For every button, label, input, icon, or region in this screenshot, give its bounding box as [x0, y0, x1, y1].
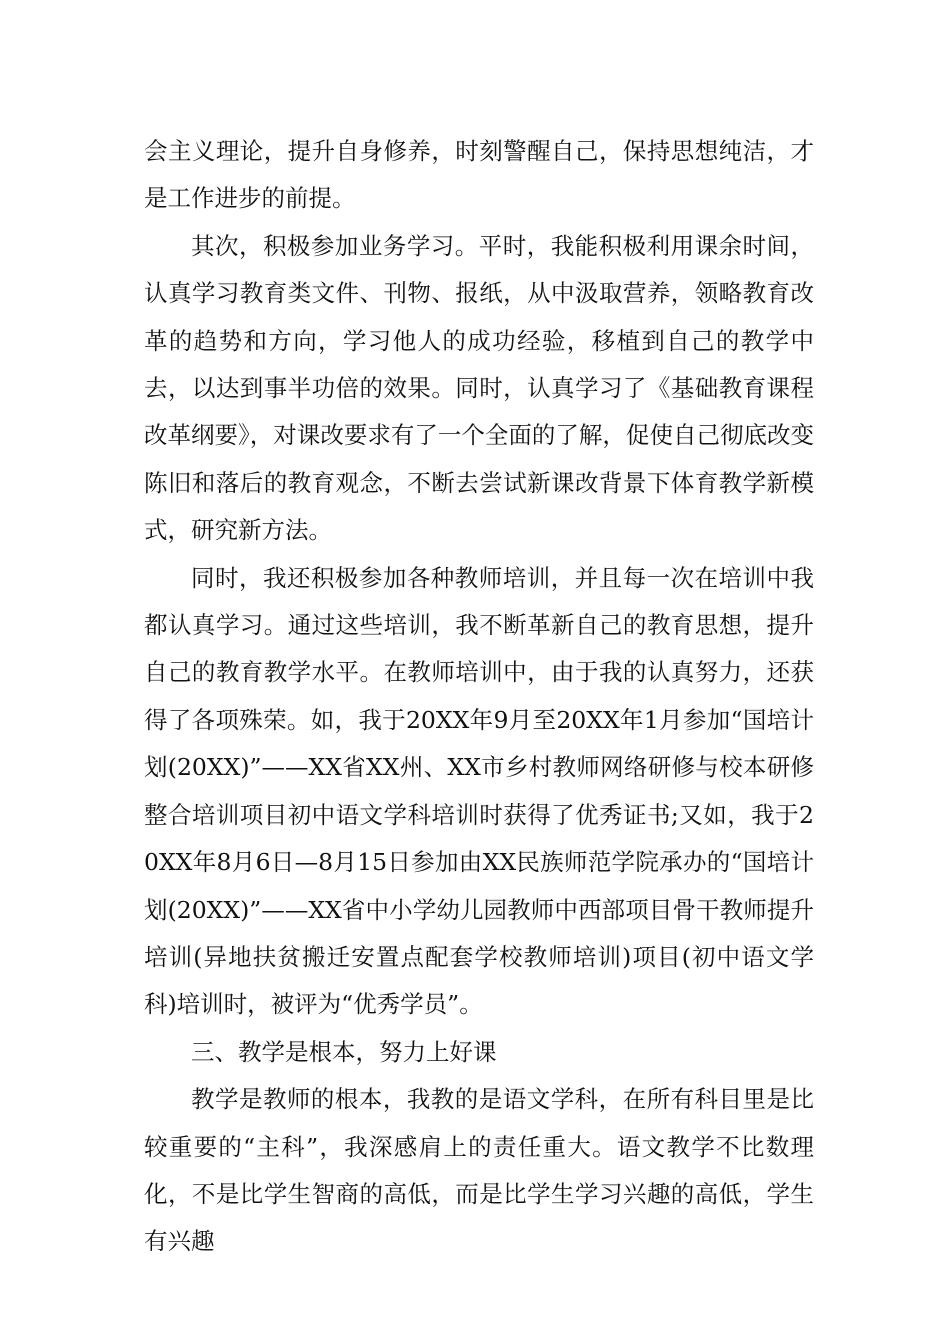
- paragraph-teacher-training: 同时，我还积极参加各种教师培训，并且每一次在培训中我都认真学习。通过这些培训，我不断革新自己的教育思想，提升自己的教育教学水平。在教师培训中，由于我的认真努力，还获得了各项殊荣。如，我于20XX年9月至20XX年1月参加“国培计划(20XX)”——XX省XX州、XX市乡村教师网络研修与校本研修整合培训项目初中语文学科培训时获得了优秀证书;又如，我于20XX年8月6日—8月15日参加由XX民族师范学院承办的“国培计划(20XX)”——XX省中小学幼儿园教师中西部项目骨干教师提升培训(异地扶贫搬迁安置点配套学校教师培训)项目(初中语文学科)培训时，被评为“优秀学员”。: [144, 563, 814, 1019]
- section-heading-teaching: 三、教学是根本，努力上好课: [191, 1037, 497, 1066]
- paragraph-business-study: 其次，积极参加业务学习。平时，我能积极利用课余时间，认真学习教育类文件、刊物、报纸，从中汲取营养，领略教育改革的趋势和方向，学习他人的成功经验，移植到自己的教学中去，以达到事半功倍的效果。同时，认真学习了《基础教育课程改革纲要》，对课改要求有了一个全面的了解，促使自己彻底改变陈旧和落后的教育观念，不断去尝试新课改背景下体育教学新模式，研究新方法。: [144, 231, 814, 545]
- paragraph-continuation: 会主义理论，提升自身修养，时刻警醒自己，保持思想纯洁，才是工作进步的前提。: [144, 137, 814, 213]
- paragraph-teaching-fundamental: 教学是教师的根本，我教的是语文学科，在所有科目里是比较重要的“主科”，我深感肩上的责任重大。语文教学不比数理化，不是比学生智商的高低，而是比学生学习兴趣的高低，学生有兴趣: [144, 1085, 814, 1256]
- document-body: [144, 128, 814, 1266]
